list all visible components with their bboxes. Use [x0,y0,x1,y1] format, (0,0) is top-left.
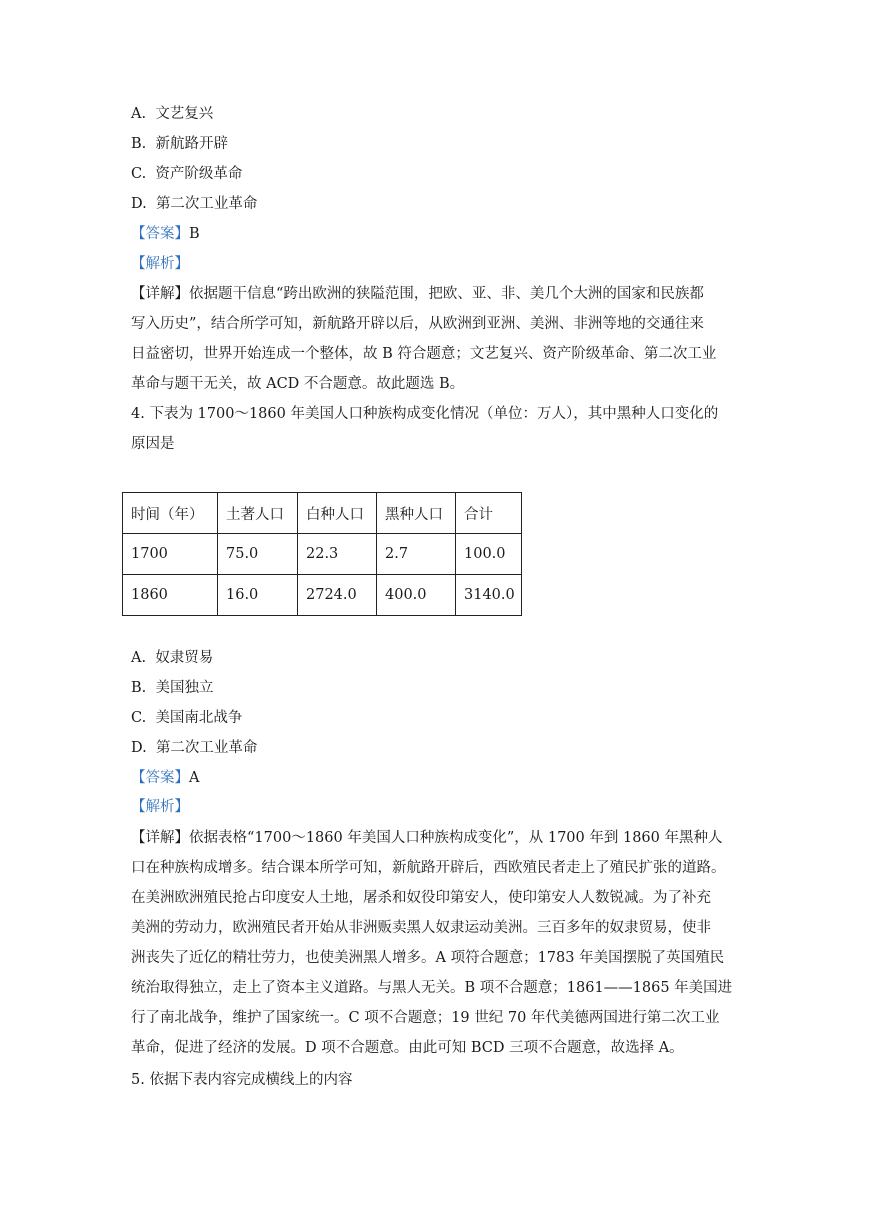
q4-answer [131,768,199,788]
table-cell: 16.0 [218,575,298,616]
q4-option-a: A. 奴隶贸易 [131,650,214,666]
table-header-cell: 时间（年） [123,493,218,534]
q4-option-c: C. 美国南北战争 [131,710,243,726]
table-cell: 22.3 [298,534,377,575]
table-cell: 75.0 [218,534,298,575]
q4-question: 4. 下表为 1700～1860 年美国人口种族构成变化情况（单位：万人），其中黑种人口变化的 原因是 [131,406,719,452]
table-cell: 1700 [123,534,218,575]
q4-analysis-tag: 【解析】 [131,799,189,815]
answer-value: A [189,770,200,786]
table-header-row [123,493,522,534]
table-row [123,575,522,616]
table-header-cell: 合计 [456,493,522,534]
q3-option-a: A. 文艺复兴 [131,106,214,122]
answer-tag: 【答案】 [131,770,189,786]
q4-option-b: B. 美国独立 [131,680,214,696]
table-cell: 3140.0 [456,575,522,616]
q3-option-d: D. 第二次工业革命 [131,196,258,212]
table-cell: 2.7 [377,534,456,575]
answer-value: B [189,226,200,242]
answer-tag: 【答案】 [131,226,189,242]
table-cell: 100.0 [456,534,522,575]
table-cell: 2724.0 [298,575,377,616]
table-cell: 400.0 [377,575,456,616]
table-header-cell: 黑种人口 [377,493,456,534]
q3-answer [131,224,200,244]
table-cell: 1860 [123,575,218,616]
table-header-cell: 白种人口 [298,493,377,534]
q3-detail: 【详解】依据题干信息“跨出欧洲的狭隘范围，把欧、亚、非、美几个大洲的国家和民族都 写入历史”，结合所学可知，新航路开辟以后，从欧洲到亚洲、美洲、非洲等地的交通往来 日益密切，世界开始连成一个整体，故 B 符合题意；文艺复兴、资产阶级革命、第二次工业 革命与题干无关，故 ACD 不合题意。故此题选 B。 [131,286,717,392]
table-header-cell: 土著人口 [218,493,298,534]
q4-detail: 【详解】依据表格“1700～1860 年美国人口种族构成变化”，从 1700 年到 1860 年黑种人 口在种族构成增多。结合课本所学可知，新航路开辟后，西欧殖民者走上了殖民扩张的道路。 在美洲欧洲殖民抢占印度安人土地，屠杀和奴役印第安人，使印第安人人数锐减。为了补充 美洲的劳动力，欧洲殖民者开始从非洲贩卖黑人奴隶运动美洲。三百多年的奴隶贸易，使非 洲丧失了近亿的精壮劳力，也使美洲黑人增多。A 项符合题意；1783 年美国摆脱了英国殖民 统治取得独立，走上了资本主义道路。与黑人无关。B 项不合题意；1861——1865 年美国进 行了南北战争，维护了国家统一。C 项不合题意；19 世纪 70 年代美德两国进行第二次工业 革命，促进了经济的发展。D 项不合题意。由此可知 BCD 三项不合题意，故选择 A。 [131,830,733,1056]
population-table [122,492,522,616]
detail-tag: 【详解】 [131,286,189,302]
q3-option-c: C. 资产阶级革命 [131,166,243,182]
q3-option-b: B. 新航路开辟 [131,136,228,152]
q5-question: 5. 依据下表内容完成横线上的内容 [131,1072,353,1088]
table-row [123,534,522,575]
detail-tag: 【详解】 [131,830,189,846]
q3-analysis-tag: 【解析】 [131,256,189,272]
q4-option-d: D. 第二次工业革命 [131,740,258,756]
